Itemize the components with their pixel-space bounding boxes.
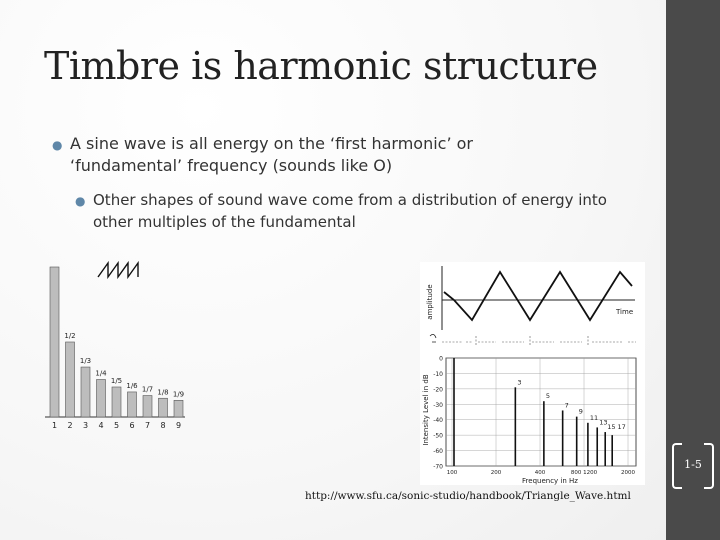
bullet-dot-icon: ● <box>75 194 86 208</box>
bullet-point-1 <box>52 133 572 177</box>
harmonic-bar <box>97 380 106 418</box>
spectrum-y-tick-label: -50 <box>433 432 443 440</box>
harmonic-bar-label: 1/7 <box>141 385 154 394</box>
spectrum-x-tick-label: 200 <box>490 470 502 476</box>
spectrum-x-tick-label: 400 <box>534 470 546 476</box>
bullet-point-2 <box>75 189 635 233</box>
harmonic-bar <box>143 396 152 417</box>
spectrum-x-tick-label: 2000 <box>621 470 635 476</box>
waveform-xlabel: Time <box>616 308 634 316</box>
spectrum-y-tick-label: -40 <box>433 417 443 425</box>
harmonic-x-tick-label: 4 <box>98 421 104 430</box>
harmonic-x-tick-label: 3 <box>82 421 89 430</box>
spectrum-y-tick-label: -70 <box>433 463 443 471</box>
harmonic-number-label: 13 <box>599 418 608 427</box>
triangle-spectrum-figure <box>420 350 645 485</box>
harmonic-x-tick-label: 8 <box>160 421 166 430</box>
bullet-1-text: A sine wave is all energy on the ‘first harmonic’ or ‘fundamental’ frequency (sounds like O) <box>70 134 473 175</box>
waveform-ylabel: amplitude <box>426 284 434 320</box>
harmonic-x-tick-label: 1 <box>51 421 58 430</box>
spectrum-y-tick-label: -60 <box>433 448 443 456</box>
harmonic-bar-label: 1/8 <box>157 388 169 397</box>
left-bracket-icon <box>672 443 682 489</box>
harmonic-number-label: 9 <box>578 407 583 416</box>
slide-number: 1-5 <box>684 457 702 471</box>
harmonic-number-label: 3 <box>517 378 522 387</box>
harmonic-bar <box>128 392 137 417</box>
spectrum-x-tick-label: 100 <box>446 470 458 476</box>
spectrum-y-tick-label: 0 <box>439 355 443 363</box>
harmonic-bar <box>66 342 75 417</box>
harmonic-bar <box>174 400 183 417</box>
sawtooth-wave-icon <box>98 263 138 277</box>
harmonic-bar <box>159 398 168 417</box>
right-bracket-icon <box>704 443 714 489</box>
bullet-2-text: Other shapes of sound wave come from a distribution of energy into other multiples of the fundamental <box>93 191 607 231</box>
harmonic-bar-label: 1/5 <box>110 377 123 385</box>
harmonic-number-label: 5 <box>545 392 551 401</box>
harmonic-bar-label: 1/4 <box>95 369 107 378</box>
harmonic-x-tick-label: 2 <box>67 421 73 430</box>
spectrum-y-tick-label: -20 <box>433 386 443 394</box>
harmonic-number-label: 15 17 <box>607 423 626 432</box>
spectrum-ylabel: Intensity Level in dB <box>422 374 430 446</box>
harmonic-x-tick-label: 7 <box>144 421 151 430</box>
harmonic-x-tick-label: 9 <box>175 421 182 430</box>
sawtooth-spectrum-figure <box>40 255 200 435</box>
harmonic-bar <box>50 267 59 417</box>
slide-title: Timbre is harmonic structure <box>44 44 598 88</box>
harmonic-bar <box>112 387 121 417</box>
spectrum-y-tick-label: -30 <box>433 401 443 409</box>
harmonic-bar-label: 1/9 <box>172 390 185 399</box>
harmonic-bar <box>81 367 90 417</box>
harmonic-number-label: 7 <box>564 401 569 410</box>
harmonic-bar-label: 1/2 <box>64 332 76 340</box>
spectrum-y-tick-label: -10 <box>433 370 443 378</box>
harmonic-number-label: 11 <box>589 413 599 422</box>
bullet-dot-icon: ● <box>52 138 63 152</box>
fourier-series-formula <box>420 330 645 350</box>
harmonic-bar-label: 1/6 <box>126 381 138 390</box>
source-url: http://www.sfu.ca/sonic-studio/handbook/Triangle_Wave.html <box>305 490 631 502</box>
harmonic-x-tick-label: 6 <box>129 421 135 430</box>
harmonic-x-tick-label: 5 <box>113 421 120 430</box>
harmonic-bar-label: 1/3 <box>79 357 92 366</box>
spectrum-xlabel: Frequency in Hz <box>522 477 578 485</box>
spectrum-x-tick-label: 800 1200 <box>570 470 598 476</box>
slide-number-badge <box>670 443 716 485</box>
